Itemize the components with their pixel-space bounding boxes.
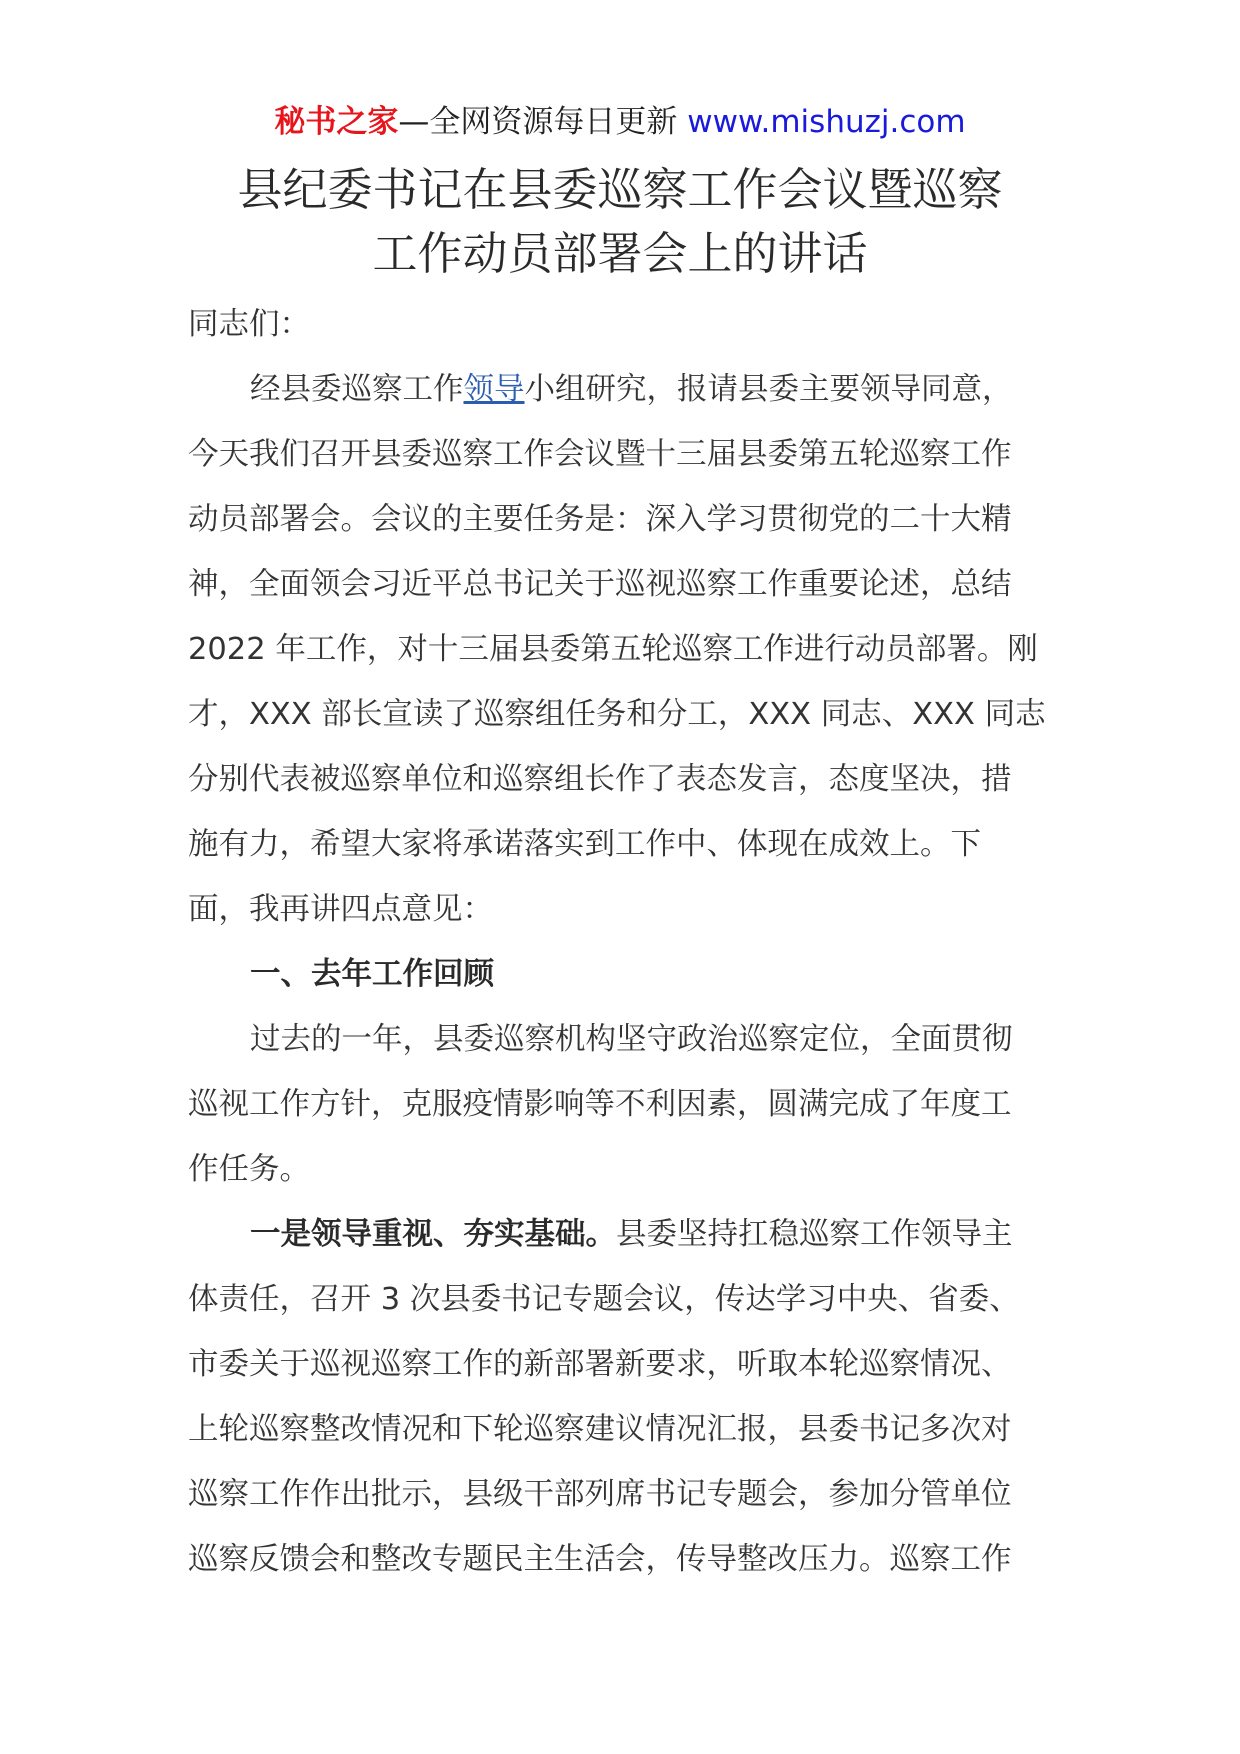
- paragraph-line: 施有力，希望大家将承诺落实到工作中、体现在成效上。下: [188, 827, 981, 862]
- paragraph-line: 上轮巡察整改情况和下轮巡察建议情况汇报，县委书记多次对: [188, 1412, 1012, 1447]
- banner-url-link[interactable]: www.mishuzj.com: [687, 104, 966, 140]
- paragraph-line: 巡视工作方针，克服疫情影响等不利因素，圆满完成了年度工: [188, 1087, 1012, 1122]
- leadership-link[interactable]: 领导: [463, 372, 525, 407]
- paragraph-review: [188, 1007, 1068, 1202]
- banner-tagline: —全网资源每日更新: [398, 104, 688, 140]
- text-span: 经县委巡察工作: [250, 372, 464, 407]
- text-span: 县委坚持扛稳巡察工作领导主: [616, 1217, 1013, 1252]
- paragraph-intro: [188, 357, 1068, 942]
- paragraph-line: 巡察反馈会和整改专题民主生活会，传导整改压力。巡察工作: [188, 1542, 1012, 1577]
- paragraph-line: 作任务。: [188, 1152, 310, 1187]
- brand-name: 秘书之家: [274, 104, 399, 140]
- paragraph-line: 过去的一年，县委巡察机构坚守政治巡察定位，全面贯彻: [250, 1022, 1013, 1057]
- paragraph-line: 分别代表被巡察单位和巡察组长作了表态发言，态度坚决，措: [188, 762, 1012, 797]
- paragraph-point-one: [188, 1202, 1068, 1592]
- salutation: 同志们：: [188, 307, 310, 342]
- document-title: [150, 158, 1090, 286]
- paragraph-line: [188, 1202, 1068, 1267]
- title-line-1: 县纪委书记在县委巡察工作会议暨巡察: [237, 163, 1003, 216]
- paragraph-line: 体责任，召开 3 次县委书记专题会议，传达学习中央、省委、: [188, 1282, 1020, 1317]
- document-body: [188, 292, 1068, 1592]
- section-heading: 一、去年工作回顾: [250, 957, 494, 992]
- paragraph-line: 2022 年工作，对十三届县委第五轮巡察工作进行动员部署。刚: [188, 632, 1038, 667]
- source-banner: [0, 100, 1240, 144]
- paragraph-line: 神，全面领会习近平总书记关于巡视巡察工作重要论述，总结: [188, 567, 1012, 602]
- paragraph-line: 今天我们召开县委巡察工作会议暨十三届县委第五轮巡察工作: [188, 437, 1012, 472]
- paragraph-line: 才，XXX 部长宣读了巡察组任务和分工，XXX 同志、XXX 同志: [188, 697, 1046, 732]
- paragraph-line: [188, 357, 1068, 422]
- text-span: 小组研究，报请县委主要领导同意，: [524, 372, 1013, 407]
- paragraph-line: 市委关于巡视巡察工作的新部署新要求，听取本轮巡察情况、: [188, 1347, 1012, 1382]
- paragraph-line: 巡察工作作出批示，县级干部列席书记专题会，参加分管单位: [188, 1477, 1012, 1512]
- paragraph-line: 面，我再讲四点意见：: [188, 892, 493, 927]
- point-heading: 一是领导重视、夯实基础。: [250, 1217, 616, 1252]
- paragraph-line: 动员部署会。会议的主要任务是：深入学习贯彻党的二十大精: [188, 502, 1012, 537]
- title-line-2: 工作动员部署会上的讲话: [372, 227, 868, 280]
